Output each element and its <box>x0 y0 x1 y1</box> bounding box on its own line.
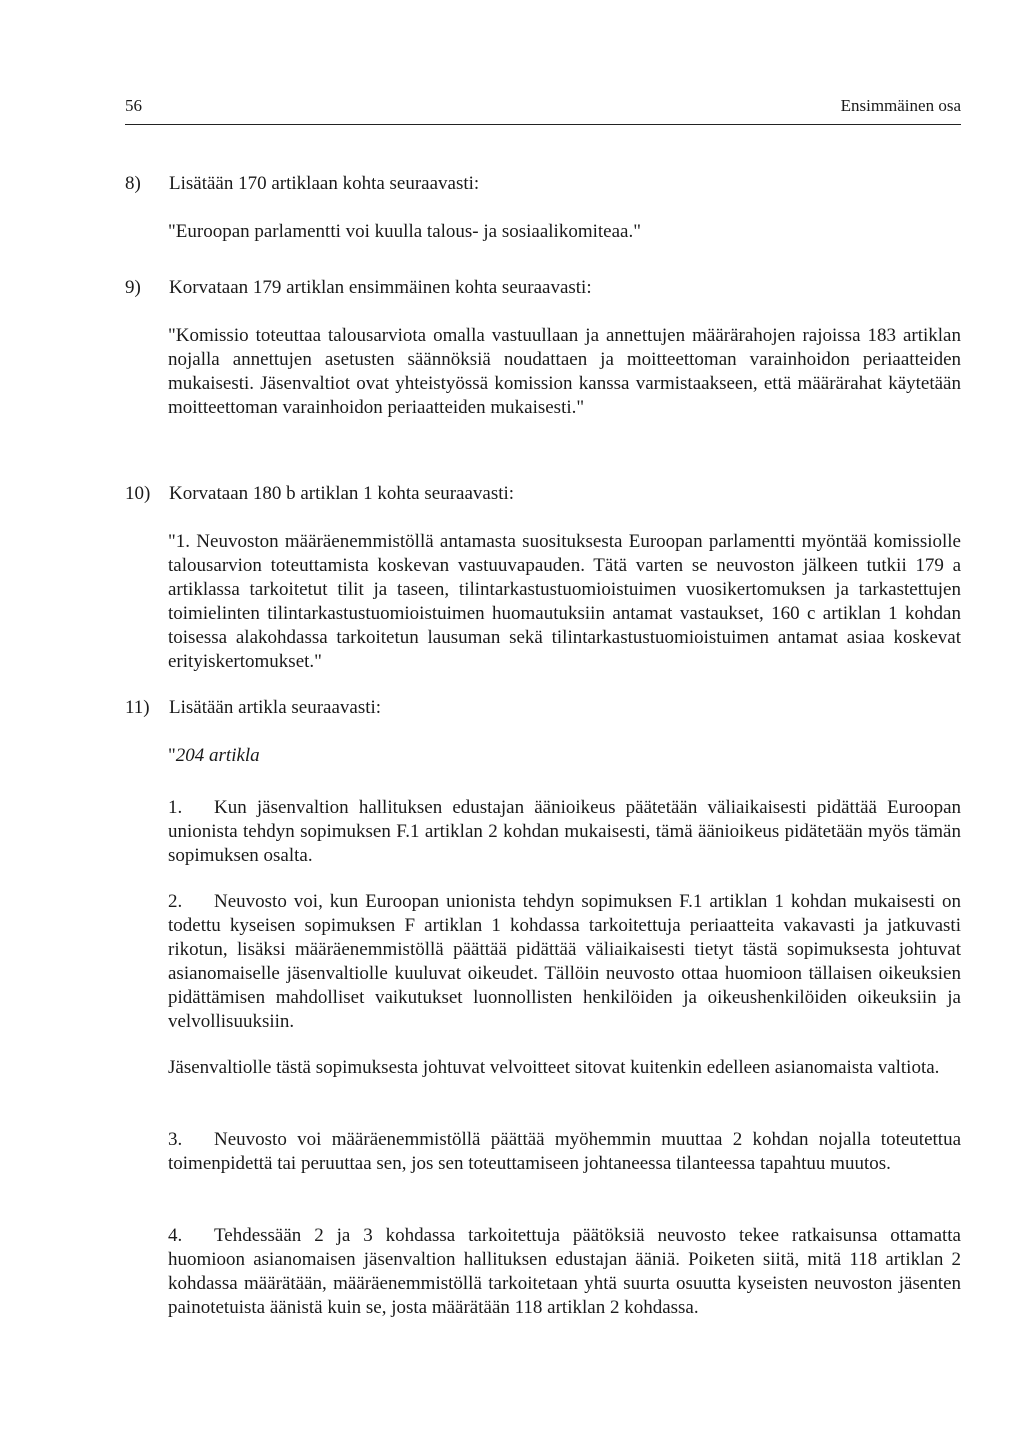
article-paragraph-2-sub <box>168 1056 961 1080</box>
article-paragraph-2 <box>168 890 961 1034</box>
page-number: 56 <box>125 96 142 115</box>
item-number: 8) <box>125 173 141 194</box>
article-quote-mark: " <box>168 745 176 766</box>
item-9-heading <box>125 276 961 300</box>
item-number: 9) <box>125 277 141 298</box>
item-lead: Lisätään 170 artiklaan kohta seuraavasti: <box>169 173 480 194</box>
paragraph-text: Kun jäsenvaltion hallituksen edustajan äänioikeus päätetään väliaikaisesti pidättää Euroopan unionista tehdyn sopimuksen F.1 artiklan 2 kohdan mukaisesti, tämä äänioikeus pidätetään myös tämän sopimuksen osalta. <box>168 797 961 866</box>
paragraph-text: Neuvosto voi määräenemmistöllä päättää myöhemmin muuttaa 2 kohdan nojalla toteutettua toimenpidettä tai peruuttaa sen, jos sen toteuttamiseen johtaneessa tilanteessa tapahtuu muutos. <box>168 1129 961 1174</box>
item-10-heading <box>125 482 961 506</box>
item-8-heading <box>125 172 961 196</box>
paragraph-number: 1. <box>168 797 183 818</box>
item-lead: Lisätään artikla seuraavasti: <box>169 697 382 718</box>
item-10-quote: "1. Neuvoston määräenemmistöllä antamasta suosituksesta Euroopan parlamentti myöntää komissiolle talousarvion toteuttamista koskevan vastuuvapauden. Tätä varten se neuvoston jälkeen tutkii 179 a artiklassa tarkoitetut tilit ja taseen, tilintarkastustuomioistuimen vuosikertomuksen ja tarkastettujen toimielinten tilintarkastustuomioistuimen huomautuksiin antamat vastaukset, 160 c artiklan 1 kohdan toisessa alakohdassa tarkoitetun lausuman sekä tilintarkastustuomioistuimen antamat asiaa koskevat erityiskertomukset." <box>168 531 961 672</box>
running-title: Ensimmäinen osa <box>840 96 961 115</box>
item-lead: Korvataan 179 artiklan ensimmäinen kohta seuraavasti: <box>169 277 592 298</box>
article-paragraph-1 <box>168 796 961 868</box>
item-number: 11) <box>125 697 150 718</box>
paragraph-number: 3. <box>168 1129 183 1150</box>
article-heading <box>168 744 961 768</box>
paragraph-text: Jäsenvaltiolle tästä sopimuksesta johtuvat velvoitteet sitovat kuitenkin edelleen asianomaista valtiota. <box>168 1057 940 1078</box>
item-11-heading <box>125 696 961 720</box>
item-8-quote: "Euroopan parlamentti voi kuulla talous- ja sosiaalikomiteaa." <box>168 221 641 242</box>
page-header <box>125 96 961 125</box>
item-number: 10) <box>125 483 151 504</box>
paragraph-number: 2. <box>168 891 183 912</box>
article-paragraph-3 <box>168 1128 961 1176</box>
article-title: 204 artikla <box>175 745 260 766</box>
item-lead: Korvataan 180 b artiklan 1 kohta seuraavasti: <box>169 483 515 504</box>
paragraph-text: Neuvosto voi, kun Euroopan unionista tehdyn sopimuksen F.1 artiklan 1 kohdan mukaisesti on todettu kyseisen sopimuksen F artiklan 1 kohdassa tarkoitettuja periaatteita vakavasti ja jatkuvasti rikotun, lisäksi määräenemmistöllä päättää pidättää väliaikaisesti tietyt tästä sopimuksesta johtuvat asianomaiselle jäsenvaltiolle kuuluvat oikeudet. Tällöin neuvosto ottaa huomioon tällaisen oikeuksien pidättämisen mahdolliset vaikutukset luonnollisten henkilöiden ja oikeushenkilöiden oikeuksiin ja velvollisuuksiin. <box>168 891 961 1032</box>
item-9-quote: "Komissio toteuttaa talousarviota omalla vastuullaan ja annettujen määrärahojen rajoissa 183 artiklan nojalla annettujen asetusten säännöksiä noudattaen ja moitteettoman varainhoidon periaatteiden mukaisesti. Jäsenvaltiot ovat yhteistyössä komission kanssa varmistaakseen, että määrärahat käytetään moitteettoman varainhoidon periaatteiden mukaisesti." <box>168 325 961 418</box>
paragraph-text: Tehdessään 2 ja 3 kohdassa tarkoitettuja päätöksiä neuvosto tekee ratkaisunsa ottamatta huomioon asianomaisen jäsenvaltion hallituksen edustajan ääniä. Poiketen siitä, mitä 118 artiklan 2 kohdassa määrätään, määräenemmistöllä tarkoitetaan yhtä suurta osuutta kyseisten neuvoston jäsenten painotetuista äänistä kuin se, josta määrätään 118 artiklan 2 kohdassa. <box>168 1225 961 1318</box>
paragraph-number: 4. <box>168 1225 183 1246</box>
article-paragraph-4 <box>168 1224 961 1320</box>
